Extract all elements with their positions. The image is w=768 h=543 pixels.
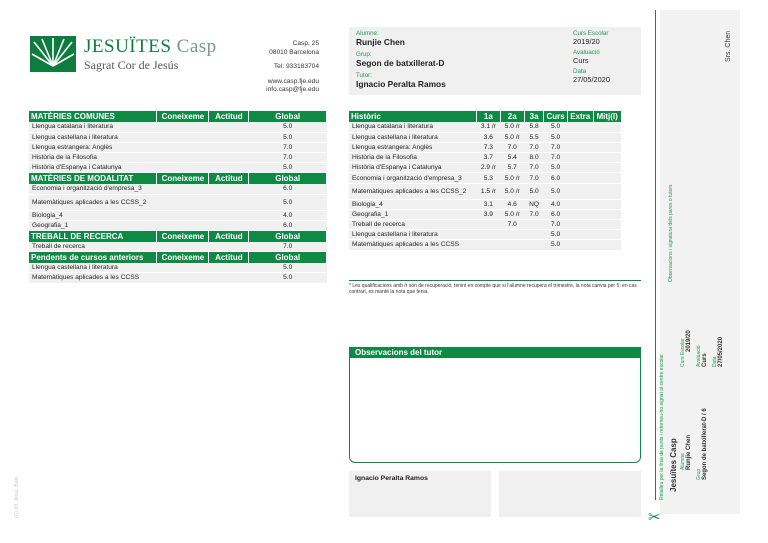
historic-grade bbox=[593, 173, 621, 183]
grade-global: 5.0 bbox=[249, 132, 327, 142]
tutor-signature-box bbox=[349, 471, 491, 517]
historic-row bbox=[349, 153, 641, 163]
section-col-header: Coneixeme bbox=[157, 111, 209, 122]
historic-row bbox=[349, 132, 641, 142]
historic-col-1a: 1a bbox=[476, 111, 500, 122]
subject-row bbox=[29, 153, 327, 163]
historic-row bbox=[349, 173, 641, 183]
subject-name: Matemàtiques aplicades a les CCSS_2 bbox=[29, 194, 157, 210]
section-title: MATÈRIES COMUNES bbox=[29, 111, 157, 122]
historic-grade: 4.6 bbox=[500, 199, 524, 209]
grade-global: 5.0 bbox=[249, 273, 327, 283]
section-col-header: Global bbox=[249, 231, 327, 242]
historic-row bbox=[349, 199, 641, 209]
subject-row bbox=[29, 163, 327, 173]
grade-global: 6.0 bbox=[249, 220, 327, 230]
school-address bbox=[266, 40, 319, 95]
section-col-header: Global bbox=[249, 111, 327, 122]
historic-row bbox=[349, 163, 641, 173]
tutor-observations-box bbox=[349, 347, 641, 463]
historic-grade: 5.3 bbox=[476, 173, 500, 183]
historic-grade bbox=[593, 240, 621, 250]
subject-name: Treball de recerca bbox=[29, 242, 157, 252]
section-col-header: Global bbox=[249, 173, 327, 184]
historic-grade bbox=[524, 220, 544, 230]
tutor-signature-name: Ignacio Peralta Ramos bbox=[355, 475, 428, 482]
subject-row bbox=[29, 122, 327, 132]
historic-grade bbox=[476, 230, 500, 240]
historic-row bbox=[349, 122, 641, 132]
historic-grade bbox=[524, 230, 544, 240]
historic-grade: 5.0 /r bbox=[500, 209, 524, 219]
section-title: Pendents de cursos anteriors bbox=[29, 252, 157, 263]
historic-grade: 5.0 bbox=[524, 183, 544, 199]
subject-name: Llengua castellana i literatura bbox=[29, 132, 157, 142]
grade-actitud bbox=[209, 242, 249, 252]
report-date: 27/05/2020 bbox=[573, 75, 610, 84]
section-col-header: Actitud bbox=[209, 252, 249, 263]
historic-col-3a: 3a bbox=[524, 111, 544, 122]
subject-name: Història de la Filosofia bbox=[29, 153, 157, 163]
scissors-icon: ✂ bbox=[648, 509, 661, 526]
historic-grade: 5.0 /r bbox=[500, 122, 524, 132]
subject-name: Llengua estrangera: Anglès bbox=[29, 142, 157, 152]
evaluation-label: Avaluació bbox=[573, 49, 600, 56]
subject-row bbox=[29, 263, 327, 273]
footer-watermark: (C) Inf. Jesuï. Batx bbox=[14, 476, 20, 518]
subject-name: Biologia_4 bbox=[29, 210, 157, 220]
historic-grade: 5.0 bbox=[544, 122, 567, 132]
subject-name: Història d'Espanya i Catalunya bbox=[29, 163, 157, 173]
historic-col-2a: 2a bbox=[500, 111, 524, 122]
historic-table bbox=[349, 111, 641, 251]
historic-row bbox=[349, 230, 641, 240]
historic-subject: Matemàtiques aplicades a les CCSS_2 bbox=[349, 183, 476, 199]
student-name: Runjie Chen bbox=[356, 37, 405, 47]
historic-grade bbox=[567, 220, 593, 230]
historic-grade bbox=[593, 163, 621, 173]
section-col-header: Actitud bbox=[209, 111, 249, 122]
grade-global: 5.0 bbox=[249, 122, 327, 132]
historic-grade bbox=[567, 122, 593, 132]
stub-year: 2019/20 bbox=[686, 330, 692, 352]
year-label: Curs Escolar bbox=[573, 30, 609, 37]
historic-grade: 7.0 bbox=[524, 142, 544, 152]
subject-row bbox=[29, 220, 327, 230]
historic-grade bbox=[567, 230, 593, 240]
address-line-2: 08010 Barcelona bbox=[269, 48, 319, 56]
historic-grade bbox=[567, 240, 593, 250]
historic-grade: 3.1 /r bbox=[476, 122, 500, 132]
grade-global: 6.0 bbox=[249, 184, 327, 194]
historic-grade: 5.0 bbox=[544, 183, 567, 199]
historic-grade: 5.0 /r bbox=[500, 132, 524, 142]
historic-grade: 5.5 bbox=[524, 132, 544, 142]
tutor-label: Tutor: bbox=[356, 72, 372, 79]
historic-grade bbox=[567, 163, 593, 173]
student-info-box bbox=[349, 27, 641, 95]
historic-grade: 5.0 /r bbox=[500, 183, 524, 199]
historic-grade bbox=[567, 183, 593, 199]
historic-grade: 5.4 bbox=[500, 153, 524, 163]
stub-student-label: Alumne bbox=[680, 453, 686, 470]
grade-global: 7.0 bbox=[249, 242, 327, 252]
historic-grade bbox=[593, 122, 621, 132]
grade-actitud bbox=[209, 273, 249, 283]
grade-actitud bbox=[209, 184, 249, 194]
subject-name: Matemàtiques aplicades a les CCSS bbox=[29, 273, 157, 283]
historic-grade: 3.1 bbox=[476, 199, 500, 209]
historic-col-curs: Curs bbox=[544, 111, 567, 122]
grade-coneixement bbox=[157, 194, 209, 210]
historic-subject: Llengua estrangera: Anglès bbox=[349, 142, 476, 152]
grade-coneixement bbox=[157, 242, 209, 252]
historic-grade: 5.0 bbox=[544, 240, 567, 250]
historic-grade bbox=[567, 173, 593, 183]
historic-subject: Llengua castellana i literatura bbox=[349, 132, 476, 142]
grade-coneixement bbox=[157, 163, 209, 173]
historic-grade: 5.0 bbox=[544, 230, 567, 240]
subject-name: Llengua castellana i literatura bbox=[29, 263, 157, 273]
tutor-name: Ignacio Peralta Ramos bbox=[356, 79, 446, 89]
grade-coneixement bbox=[157, 184, 209, 194]
grade-actitud bbox=[209, 263, 249, 273]
section-title: MATÈRIES DE MODALITAT bbox=[29, 173, 157, 184]
grade-coneixement bbox=[157, 220, 209, 230]
historic-subject: Matemàtiques aplicades a les CCSS bbox=[349, 240, 476, 250]
historic-grade bbox=[593, 132, 621, 142]
historic-subject: Història d'Espanya i Catalunya bbox=[349, 163, 476, 173]
historic-grade: 7.0 bbox=[524, 163, 544, 173]
historic-grade: 7.0 bbox=[524, 173, 544, 183]
logo-rays-icon bbox=[30, 36, 76, 72]
historic-subject: Llengua castellana i literatura bbox=[349, 230, 476, 240]
school-logo bbox=[30, 36, 220, 76]
subject-row bbox=[29, 273, 327, 283]
group-label: Grup: bbox=[356, 51, 372, 58]
historic-grade: 5.0 bbox=[544, 132, 567, 142]
historic-subject: Biologia_4 bbox=[349, 199, 476, 209]
subject-row bbox=[29, 210, 327, 220]
historic-grade: 6.0 bbox=[544, 209, 567, 219]
grade-global: 5.0 bbox=[249, 263, 327, 273]
subject-name: Economia i organització d'empresa_3 bbox=[29, 184, 157, 194]
stub-evaluation: Curs bbox=[702, 353, 708, 367]
subject-row bbox=[29, 142, 327, 152]
historic-grade bbox=[500, 240, 524, 250]
student-label: Alumne: bbox=[356, 30, 379, 37]
stub-student: Runjie Chen bbox=[686, 434, 692, 470]
school-name bbox=[84, 36, 217, 58]
grades-table bbox=[29, 111, 327, 284]
historic-grade bbox=[476, 240, 500, 250]
historic-grade: 5.8 bbox=[524, 122, 544, 132]
historic-grade: NQ bbox=[524, 199, 544, 209]
recovery-footnote: * Les qualificacions amb /r són de recuperació, tenint en compte que si l'alumne recupera el trimestre, la nota canvia per 5; en cas contrari, es manté la nota que tenia. bbox=[349, 280, 641, 296]
grade-global: 7.0 bbox=[249, 142, 327, 152]
section-title: TREBALL DE RECERCA bbox=[29, 231, 157, 242]
historic-grade bbox=[500, 230, 524, 240]
grade-actitud bbox=[209, 122, 249, 132]
cut-line bbox=[655, 10, 656, 500]
historic-grade: 5.0 /r bbox=[500, 173, 524, 183]
stub-evaluation-label: Avaluació bbox=[696, 345, 702, 367]
student-group: Segon de batxillerat-D bbox=[356, 58, 445, 68]
grade-actitud bbox=[209, 163, 249, 173]
school-subtitle: Sagrat Cor de Jesús bbox=[84, 58, 179, 72]
historic-grade: 5.0 bbox=[544, 163, 567, 173]
stub-return-caption: Retalleu per la línia de punts i retorneu-ho signat al centre escolar bbox=[659, 354, 665, 500]
grade-coneixement bbox=[157, 210, 209, 220]
school-email[interactable]: info.casp@fje.edu bbox=[266, 86, 319, 94]
historic-grade: 7.0 bbox=[500, 220, 524, 230]
grade-coneixement bbox=[157, 273, 209, 283]
grade-coneixement bbox=[157, 142, 209, 152]
grade-actitud bbox=[209, 142, 249, 152]
grade-global: 4.0 bbox=[249, 210, 327, 220]
grade-coneixement bbox=[157, 132, 209, 142]
historic-grade bbox=[593, 199, 621, 209]
historic-grade bbox=[567, 153, 593, 163]
historic-grade: 7.0 bbox=[500, 142, 524, 152]
subject-row bbox=[29, 184, 327, 194]
historic-grade bbox=[593, 220, 621, 230]
stub-year-label: Curs Escolar bbox=[680, 338, 686, 367]
historic-grade bbox=[567, 209, 593, 219]
historic-grade: 7.0 bbox=[544, 153, 567, 163]
section-col-header: Global bbox=[249, 252, 327, 263]
historic-subject: Història de la Filosofia bbox=[349, 153, 476, 163]
historic-grade: 7.0 bbox=[544, 142, 567, 152]
stub-group-label: Grup bbox=[696, 468, 702, 480]
stub-recipient: Srs. Chen bbox=[725, 30, 732, 62]
historic-col-mitj: Mitj(I) bbox=[593, 111, 621, 122]
historic-title: Històric bbox=[349, 111, 476, 122]
school-name-text: JESUÏTES bbox=[84, 36, 172, 57]
historic-subject: Treball de recerca bbox=[349, 220, 476, 230]
date-label: Data bbox=[573, 68, 587, 75]
subject-row bbox=[29, 242, 327, 252]
section-col-header: Coneixeme bbox=[157, 252, 209, 263]
historic-row bbox=[349, 183, 641, 199]
historic-grade bbox=[593, 230, 621, 240]
historic-subject: Economia i organització d'empresa_3 bbox=[349, 173, 476, 183]
historic-grade: 4.0 bbox=[544, 199, 567, 209]
stub-date: 27/05/2020 bbox=[718, 336, 724, 367]
address-line-1: Casp, 25 bbox=[292, 40, 319, 47]
historic-row bbox=[349, 142, 641, 152]
historic-subject: Geografia_1 bbox=[349, 209, 476, 219]
historic-grade: 6.0 bbox=[544, 173, 567, 183]
historic-grade: 3.7 bbox=[476, 153, 500, 163]
historic-grade bbox=[593, 153, 621, 163]
school-year: 2019/20 bbox=[573, 37, 600, 46]
grade-coneixement bbox=[157, 153, 209, 163]
historic-grade bbox=[567, 132, 593, 142]
grade-global: 5.0 bbox=[249, 194, 327, 210]
historic-grade: 8.0 bbox=[524, 153, 544, 163]
grade-global: 5.0 bbox=[249, 163, 327, 173]
evaluation-value: Curs bbox=[573, 56, 589, 65]
historic-row bbox=[349, 240, 641, 250]
historic-grade: 1.5 /r bbox=[476, 183, 500, 199]
grade-coneixement bbox=[157, 122, 209, 132]
stamp-box bbox=[499, 471, 641, 517]
historic-row bbox=[349, 209, 641, 219]
grade-actitud bbox=[209, 210, 249, 220]
grade-actitud bbox=[209, 194, 249, 210]
historic-grade bbox=[567, 199, 593, 209]
subject-name: Geografia_1 bbox=[29, 220, 157, 230]
grade-actitud bbox=[209, 132, 249, 142]
grade-coneixement bbox=[157, 263, 209, 273]
historic-row bbox=[349, 220, 641, 230]
school-web[interactable]: www.casp.fje.edu bbox=[267, 77, 319, 85]
historic-col-extra: Extra bbox=[567, 111, 593, 122]
section-col-header: Coneixeme bbox=[157, 231, 209, 242]
stub-group: Segon de batxillerat-D / 6 bbox=[702, 408, 708, 480]
school-phone: Tel: 933183704 bbox=[273, 63, 319, 71]
subject-name: Llengua catalana i literatura bbox=[29, 122, 157, 132]
subject-row bbox=[29, 194, 327, 210]
historic-grade: 2.9 /r bbox=[476, 163, 500, 173]
historic-grade: 3.6 bbox=[476, 132, 500, 142]
section-col-header: Actitud bbox=[209, 231, 249, 242]
historic-grade bbox=[593, 183, 621, 199]
school-city: Casp bbox=[176, 36, 217, 57]
section-col-header: Coneixeme bbox=[157, 173, 209, 184]
subject-row bbox=[29, 132, 327, 142]
historic-grade: 5.7 bbox=[500, 163, 524, 173]
historic-grade: 7.3 bbox=[476, 142, 500, 152]
stub-school: Jesuïtes Casp bbox=[669, 438, 678, 492]
historic-grade bbox=[524, 240, 544, 250]
grade-actitud bbox=[209, 153, 249, 163]
historic-grade: 7.0 bbox=[524, 209, 544, 219]
tutor-observations-title: Observacions del tutor bbox=[350, 348, 640, 358]
historic-grade: 7.0 bbox=[544, 220, 567, 230]
section-col-header: Actitud bbox=[209, 173, 249, 184]
historic-grade bbox=[567, 142, 593, 152]
historic-grade bbox=[593, 209, 621, 219]
historic-grade bbox=[476, 220, 500, 230]
stub-date-label: Data bbox=[712, 356, 718, 367]
grade-global: 7.0 bbox=[249, 153, 327, 163]
stub-sign-caption: Observacions i signatura dels pares o tutors bbox=[668, 184, 674, 282]
historic-subject: Llengua catalana i literatura bbox=[349, 122, 476, 132]
grade-actitud bbox=[209, 220, 249, 230]
historic-grade: 3.9 bbox=[476, 209, 500, 219]
historic-grade bbox=[593, 142, 621, 152]
